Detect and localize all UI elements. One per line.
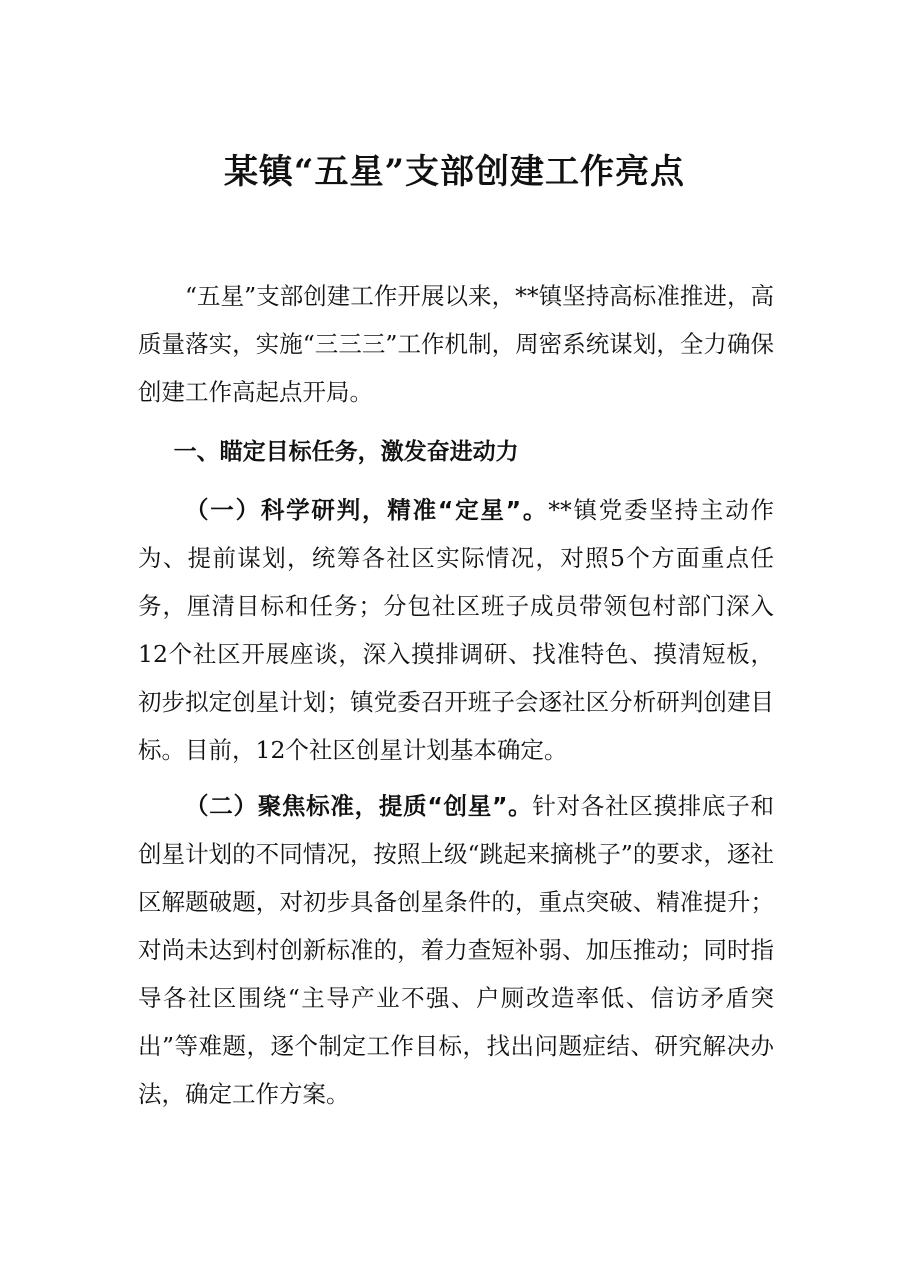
item-2-paragraph [138,782,774,1118]
item-2-lead: （二）聚焦标准，提质“创星”。 [185,792,533,820]
section-heading: 一、瞄定目标任务，激发奋进动力 [173,439,519,465]
item-1-block [138,486,774,774]
document-title: 某镇“五星”支部创建工作亮点 [223,152,686,192]
item-2-block [138,782,774,1118]
intro-paragraph: “五星”支部创建工作开展以来，**镇坚持高标准推进，高质量落实，实施“三三三”工作机制，周密系统谋划，全力确保创建工作高起点开局。 [138,282,774,406]
intro-paragraph-block [138,272,774,416]
item-1-paragraph [138,486,774,774]
section-heading-block [138,428,774,476]
item-1-text: **镇党委坚持主动作为、提前谋划，统筹各社区实际情况，对照5个方面重点任务，厘清目标和任务；分包社区班子成员带领包村部门深入12个社区开展座谈，深入摸排调研、找准特色、摸清短板，初步拟定创星计划；镇党委召开班子会逐社区分析研判创建目标。目前，12个社区创星计划基本确定。 [138,496,775,764]
item-2-text: 针对各社区摸排底子和创星计划的不同情况，按照上级“跳起来摘桃子”的要求，逐社区解题破题，对初步具备创星条件的，重点突破、精准提升；对尚未达到村创新标准的，着力查短补弱、加压推动；同时指导各社区围绕“主导产业不强、户厕改造率低、信访矛盾突出”等难题，逐个制定工作目标，找出问题症结、研究解决办法，确定工作方案。 [138,792,775,1108]
item-1-lead: （一）科学研判，精准“定星”。 [185,496,549,524]
